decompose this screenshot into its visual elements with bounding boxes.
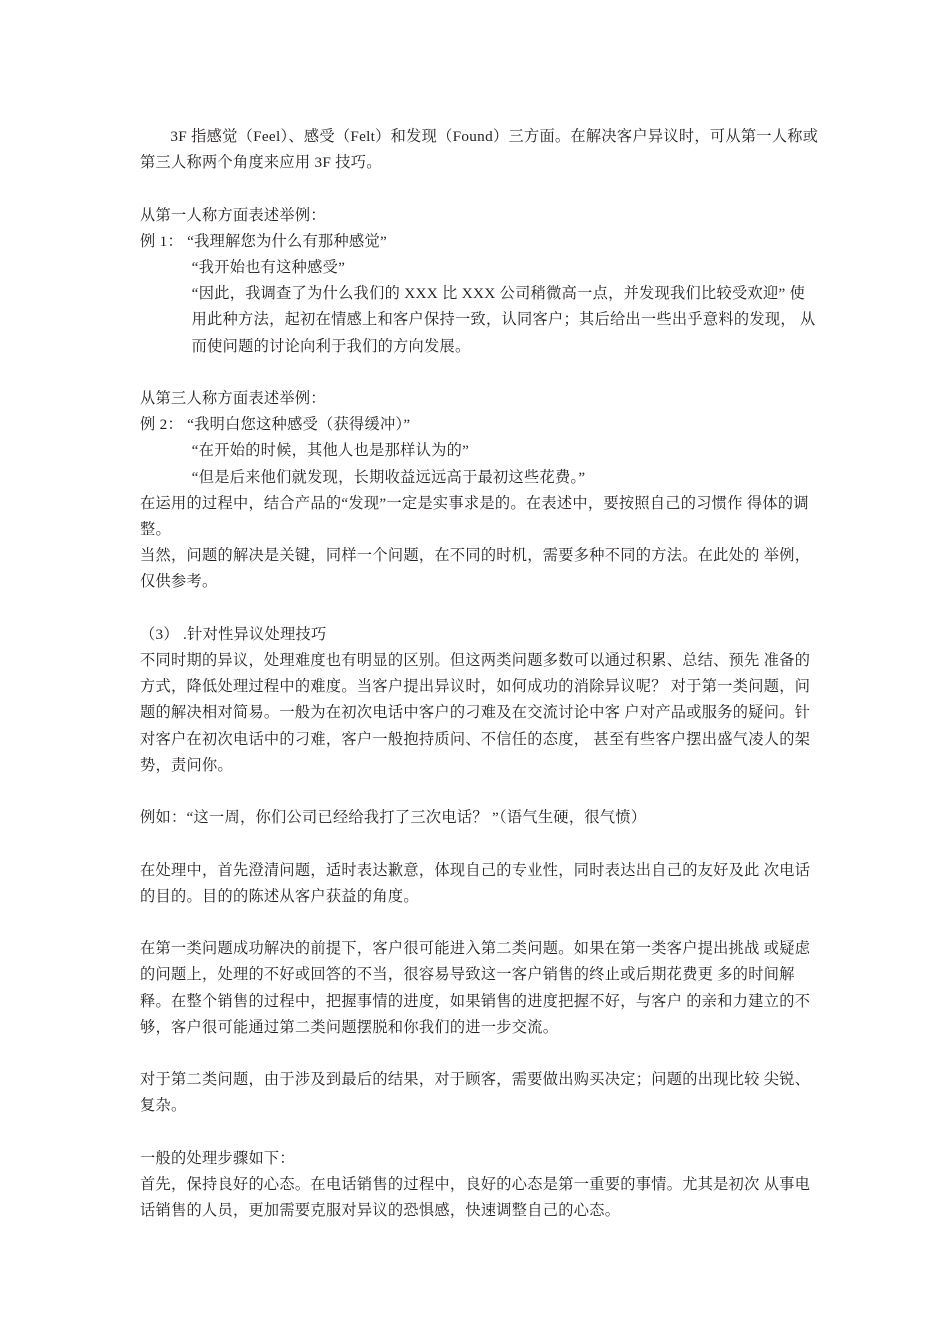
paragraph-handling-approach: 在处理中，首先澄清问题，适时表达歉意，体现自己的专业性，同时表达出自己的友好及此 次电话的目的。目的的陈述从客户获益的角度。: [140, 861, 811, 905]
paragraph-application-note: 在运用的过程中，结合产品的“发现”一定是实事求是的。在表述中，要按照自己的习惯作 得体的调整。: [140, 494, 809, 539]
example-1-line-1: 例 1： “我理解您为什么有那种感觉”: [140, 232, 388, 250]
heading-first-person-examples: 从第一人称方面表述举例：: [140, 206, 326, 224]
example-2-line-2: “在开始的时候，其他人也是那样认为的”: [191, 442, 470, 460]
heading-section-3: （3） .针对性异议处理技巧: [140, 625, 327, 643]
paragraph-3f-definition: 3F 指感觉（Feel）、感受（Felt）和发现（Found）三方面。在解决客户异议时，可从第一人称或第三人称两个角度来应用 3F 技巧。: [140, 128, 819, 172]
paragraph-spacer: [140, 910, 820, 936]
paragraph-spacer: [140, 596, 820, 622]
paragraph-spacer: [140, 1120, 820, 1146]
paragraph-second-type-transition: 在第一类问题成功解决的前提下，客户很可能进入第二类问题。如果在第一类客户提出挑战 或疑虑的问题上，处理的不好或回答的不当，很容易导致这一客户销售的终止或后期花费更 多的时间解释。在整个销售的过程中，把握事情的进度，如果销售的进度把握不好，与客户 的亲和力建立的不够，客户很可能通过第二类问题摆脱和你我们的进一步交流。: [140, 940, 811, 1036]
paragraph-customer-quote-example: 例如：“这一周，你们公司已经给我打了三次电话？ ”（语气生硬，很气愤）: [140, 809, 647, 827]
paragraph-second-type-nature: 对于第二类问题，由于涉及到最后的结果，对于顾客，需要做出购买决定；问题的出现比较 尖锐、复杂。: [140, 1071, 811, 1115]
paragraph-spacer: [140, 831, 820, 857]
heading-third-person-examples: 从第三人称方面表述举例：: [140, 390, 326, 407]
example-2-line-3: “但是后来他们就发现，长期收益远远高于最初这些花费。”: [191, 468, 586, 486]
paragraph-spacer: [140, 779, 820, 805]
document-text-body: [140, 124, 820, 1224]
paragraph-spacer: [140, 360, 820, 386]
paragraph-objection-types: 不同时期的异议，处理难度也有明显的区别。但这两类问题多数可以通过积累、总结、预先 准备的方式，降低处理过程中的难度。当客户提出异议时，如何成功的消除异议呢？ 对于第一类问题，问题的解决相对简易。一般为在初次电话中客户的刁难及在交流讨论中客 户对产品或服务的疑问。针对客户在初次电话中的刁难，客户一般抱持质问、不信任的态度， 甚至有些客户摆出盛气凌人的架势，责问你。: [140, 652, 811, 774]
example-1-line-3: “因此，我调查了为什么我们的 XXX 比 XXX 公司稍微高一点，并发现我们比较受欢迎” 使用此种方法，起初在情感上和客户保持一致，认同客户；其后给出一些出乎意料的发现， 从而使问题的讨论向利于我们的方向发展。: [191, 285, 816, 355]
paragraph-spacer: [140, 1041, 820, 1067]
paragraph-spacer: [140, 176, 820, 202]
paragraph-reference-note: 当然，问题的解决是关键，同样一个问题，在不同的时机，需要多种不同的方法。在此处的 举例，仅供参考。: [140, 547, 811, 591]
example-1-line-2: “我开始也有这种感受”: [191, 259, 346, 276]
example-2-line-1: 例 2： “我明白您这种感受（获得缓冲）”: [140, 416, 411, 434]
heading-general-steps: 一般的处理步骤如下：: [140, 1149, 295, 1167]
paragraph-step-mindset: 首先，保持良好的心态。在电话销售的过程中，良好的心态是第一重要的事情。尤其是初次 从事电话销售的人员，更加需要克服对异议的恐惧感，快速调整自己的心态。: [140, 1176, 811, 1220]
